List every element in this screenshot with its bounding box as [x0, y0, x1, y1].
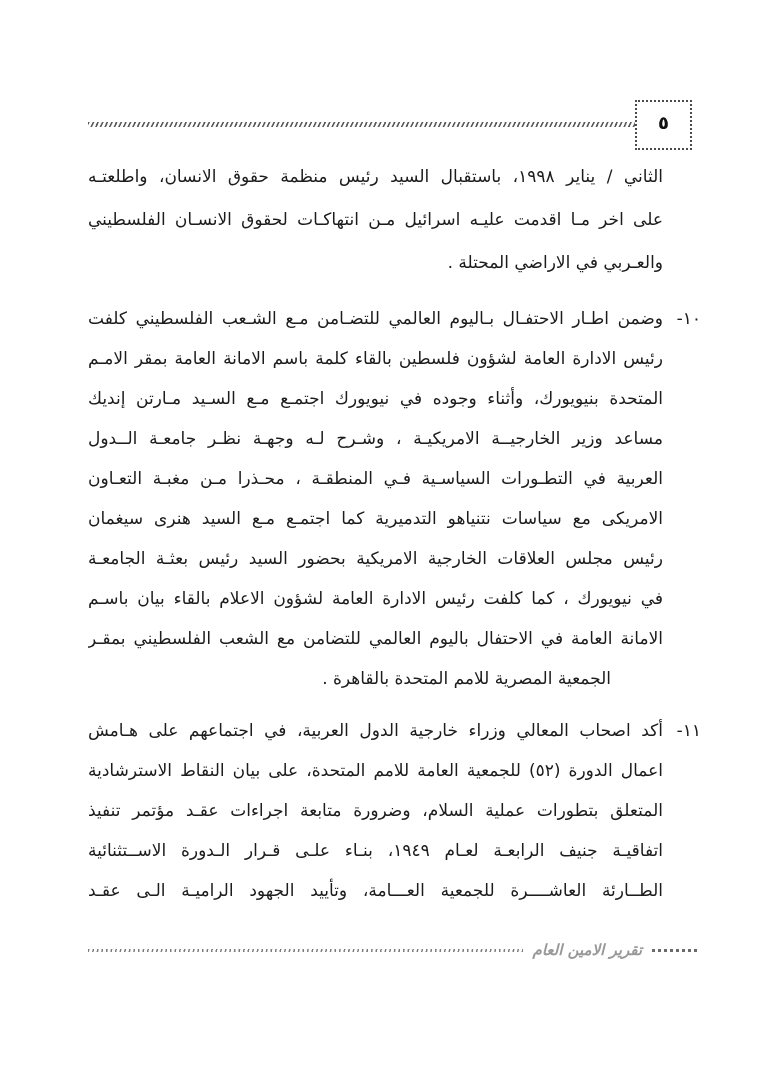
text-line: في نيويورك ، كما كلفت رئيس الادارة العامة لشؤون الاعلام بالقاء بيان باسـم — [88, 589, 663, 609]
header-rule — [88, 122, 635, 127]
footer-dash-rule — [652, 949, 698, 952]
text-line: مساعد وزير الخارجيــة الامريكيـة ، وشـرح لـه وجهـة نظـر جامعـة الــدول — [88, 429, 663, 449]
page-footer — [88, 941, 698, 959]
text-line: وضمن اطـار الاحتفـال بـاليوم العالمي للتضـامن مـع الشـعب الفلسطيني كلفت — [88, 309, 663, 329]
text-line: على اخر مـا اقدمت عليـه اسرائيل مـن انتهاكـات لحقوق الانسـان الفلسطيني — [88, 210, 663, 230]
text-line: الامانة العامة في الاحتفال باليوم العالمي للتضامن مع الشعب الفلسطيني بمقـر — [88, 629, 663, 649]
page-number: ٥ — [658, 112, 669, 134]
text-line: الامريكى مع سياسات نتنياهو التدميرية كما اجتمـع مـع السيد هنرى سيغمان — [88, 509, 663, 529]
paragraph-item-10 — [88, 299, 701, 699]
page-body — [0, 156, 758, 911]
page-number-box — [635, 100, 692, 150]
text-line: العربية في التطـورات السياسـية فـي المنطقـة ، محـذرا مـن مغبـة التعـاون — [88, 469, 663, 489]
text-line: اتفاقيـة جنيف الرابعـة لعـام ١٩٤٩، بنـاء علـى قـرار الـدورة الاســتثنائية — [88, 841, 663, 861]
text-line: الجمعية المصرية للامم المتحدة بالقاهرة . — [322, 669, 611, 689]
paragraph-intro — [88, 156, 663, 285]
text-line: رئيس الادارة العامة لشؤون فلسطين بالقاء كلمة باسم الامانة العامة بمقر الامـم — [88, 349, 663, 369]
text-line: اعمال الدورة (٥٢) للجمعية العامة للامم المتحدة، على بيان النقاط الاسترشادية — [88, 761, 663, 781]
paragraph-item-11 — [88, 711, 701, 911]
text-line: والعـربي في الاراضي المحتلة . — [447, 253, 663, 273]
footer-running-title: تقرير الامين العام — [532, 941, 642, 959]
text-line: المتعلق بتطورات عملية السلام، وضرورة متابعة اجراءات عقـد مؤتمر تنفيذ — [88, 801, 663, 821]
text-line: أكد اصحاب المعالي وزراء خارجية الدول العربية، في اجتماعهم على هـامش — [88, 721, 663, 741]
item-11-marker: ١١- — [676, 721, 701, 741]
text-line: المتحدة بنيويورك، وأثناء وجوده في نيويورك اجتمـع مـع السـيد مـارتن إنديك — [88, 389, 663, 409]
text-line: رئيس مجلس العلاقات الخارجية الامريكية بحضور السيد رئيس بعثـة الجامعـة — [88, 549, 663, 569]
text-line: الثاني / يناير ١٩٩٨، باستقبال السيد رئيس منظمة حقوق الانسان، واطلعتـه — [88, 167, 663, 187]
footer-dotted-rule — [88, 949, 523, 952]
page-header — [88, 100, 692, 150]
item-10-marker: ١٠- — [676, 309, 701, 329]
text-line: الطــارئة العاشــــرة للجمعية العـــامة، وتأييد الجهود الراميـة الـى عقـد — [88, 881, 663, 901]
